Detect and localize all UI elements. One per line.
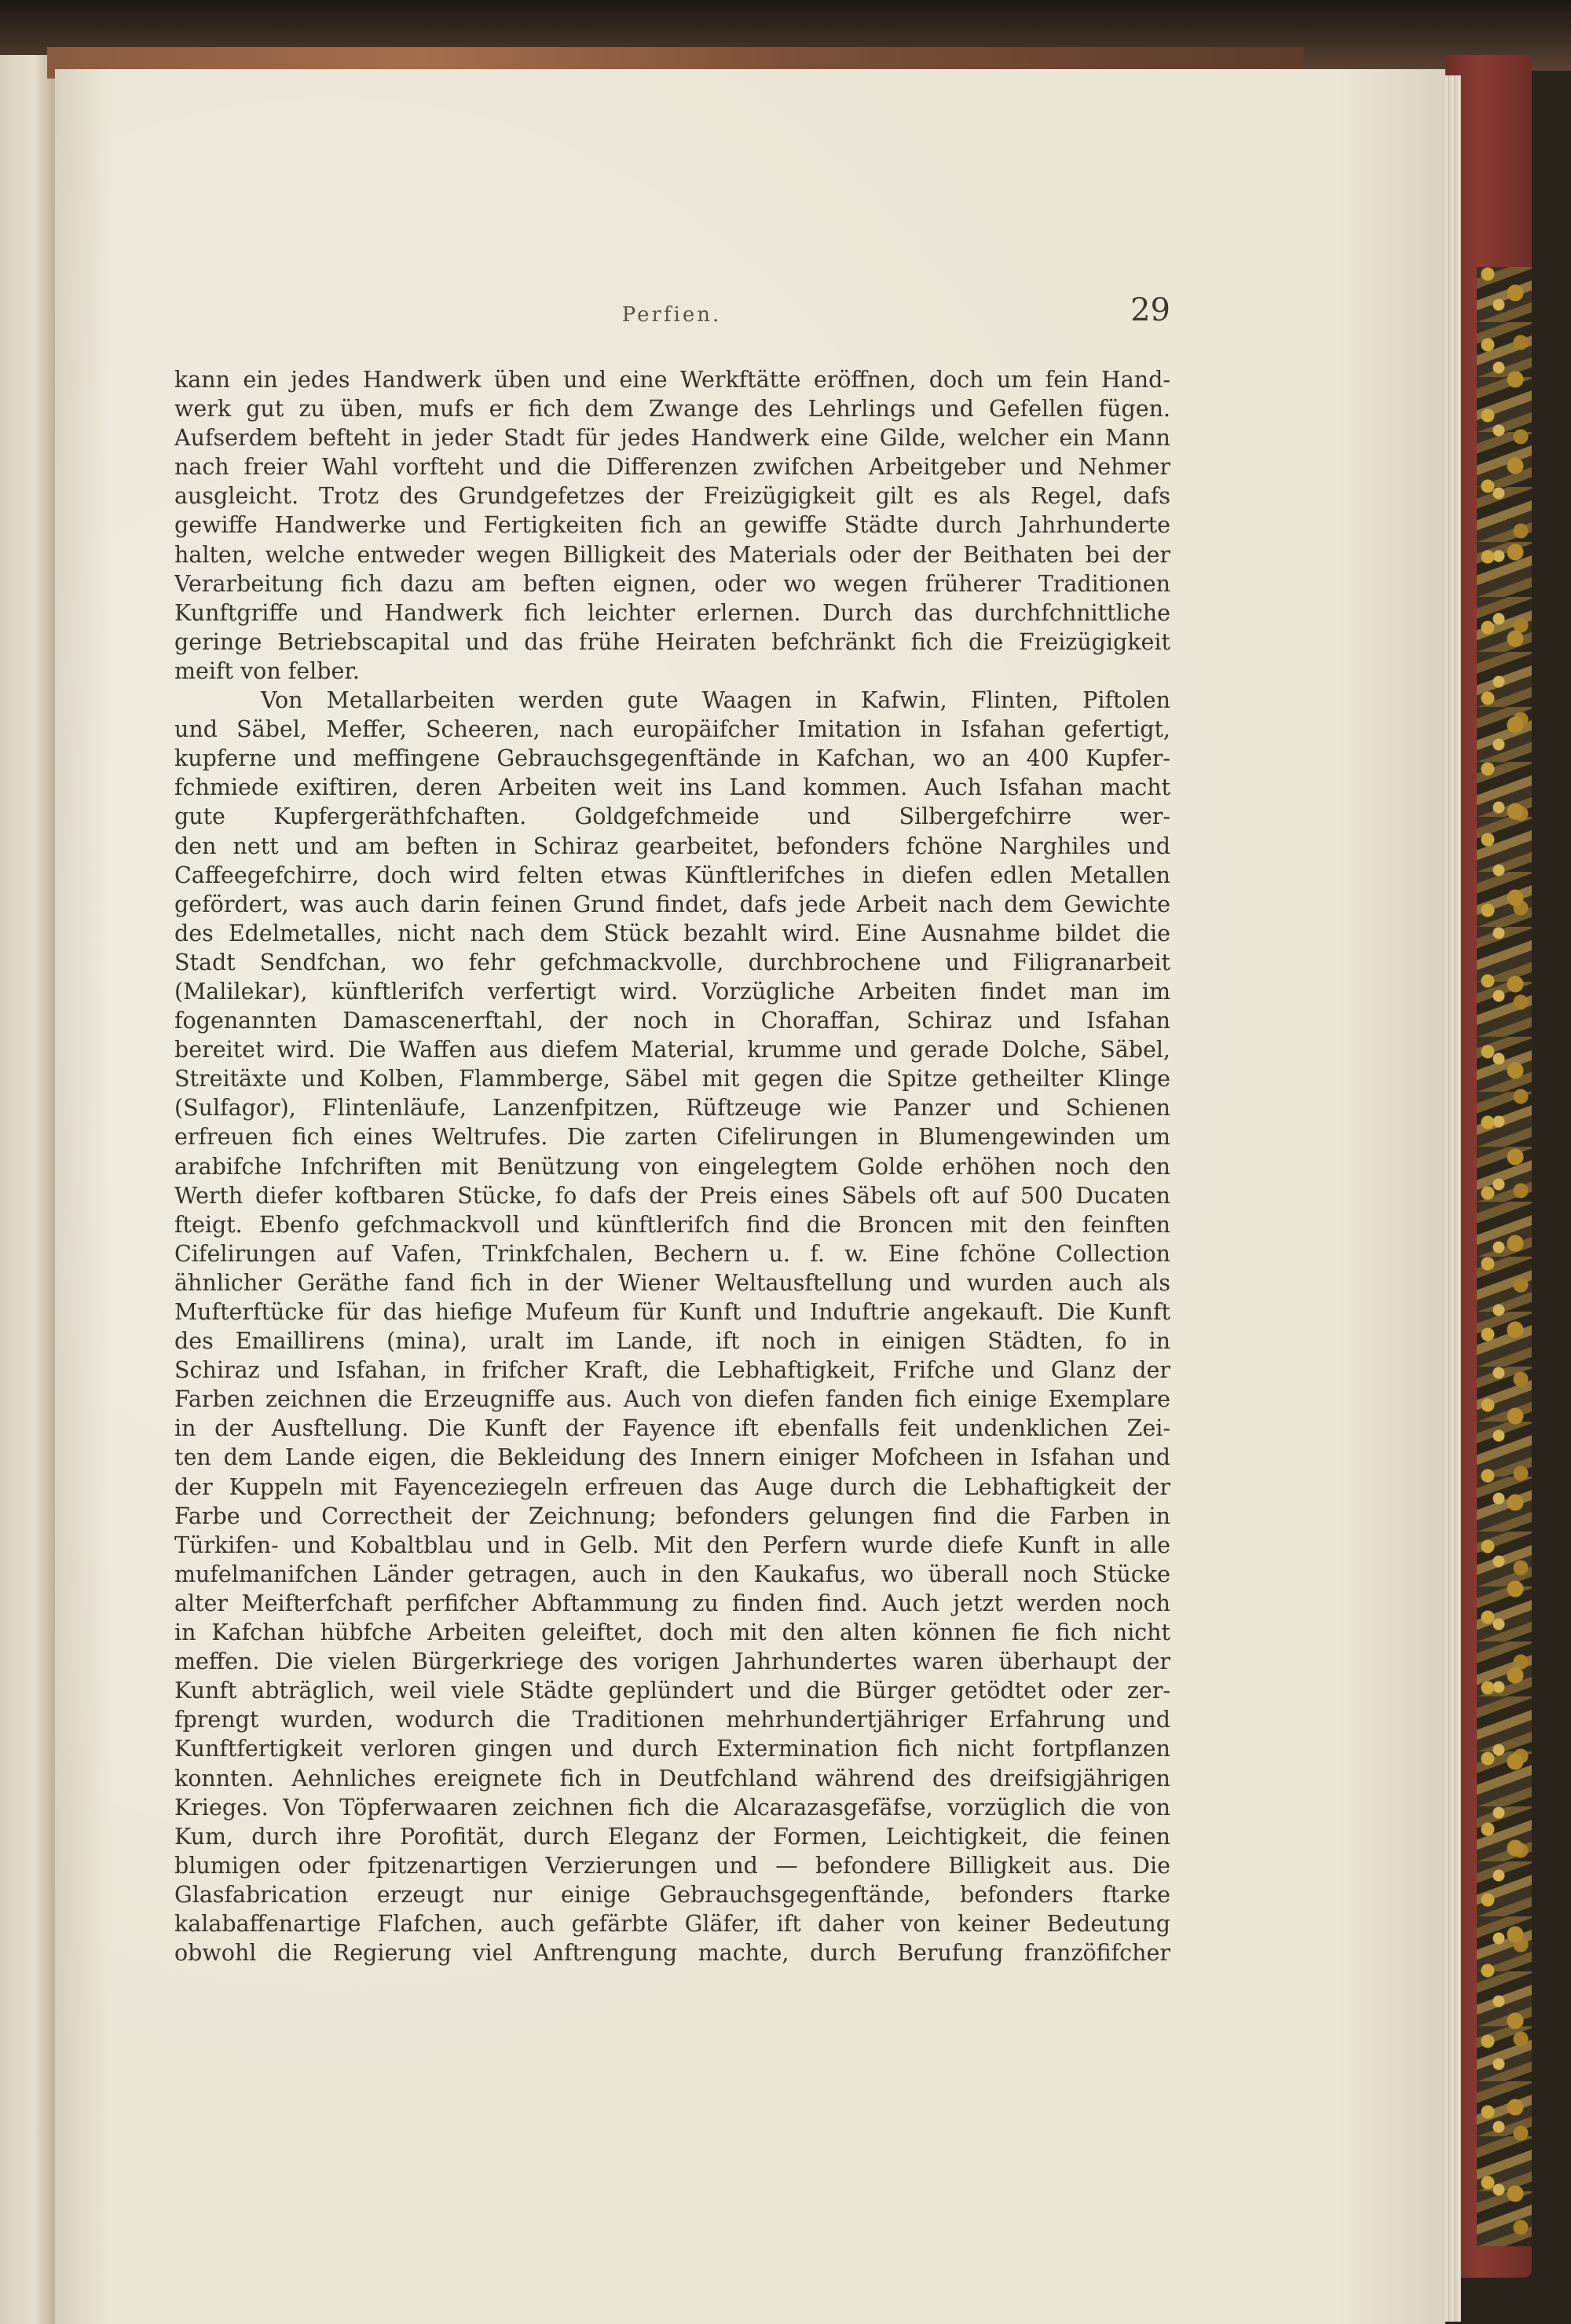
text-line: erfreuen fich eines Weltrufes. Die zarten Cifelirungen in Blumengewinden um xyxy=(174,1124,1170,1151)
text-line: arabifche Infchriften mit Benützung von eingelegtem Golde erhöhen noch den xyxy=(174,1153,1170,1180)
text-line: den nett und am beften in Schiraz gearbeitet, befonders fchöne Narghiles und xyxy=(174,833,1170,859)
text-line: Caffeegefchirre, doch wird felten etwas Künftlerifches in diefen edlen Metallen xyxy=(174,862,1170,888)
text-line: alter Meifterfchaft perfifcher Abftammung zu finden find. Auch jetzt werden noch xyxy=(174,1590,1170,1616)
text-line: meffen. Die vielen Bürgerkriege des vorigen Jahrhundertes waren überhaupt der xyxy=(174,1649,1170,1675)
text-line: Werth diefer koftbaren Stücke, fo dafs der Preis eines Säbels oft auf 500 Ducaten xyxy=(174,1182,1170,1209)
text-line: obwohl die Regierung viel Anftrengung machte, durch Berufung franzöfifcher xyxy=(174,1940,1170,1967)
body-text xyxy=(174,365,1170,1996)
text-line: geringe Betriebscapital und das frühe Heiraten befchränkt fich die Freizügigkeit xyxy=(174,628,1170,655)
text-line: konnten. Aehnliches ereignete fich in Deutfchland während des dreifsigjährigen xyxy=(174,1765,1170,1791)
text-line: (Malilekar), künftlerifch verfertigt wird. Vorzügliche Arbeiten findet man im xyxy=(174,978,1170,1005)
text-line: Mufterftücke für das hiefige Mufeum für Kunft und Induftrie angekauft. Die Kunft xyxy=(174,1299,1170,1325)
text-line: des Emaillirens (mina), uralt im Lande, ift noch in einigen Städten, fo in xyxy=(174,1328,1170,1355)
text-line: des Edelmetalles, nicht nach dem Stück bezahlt wird. Eine Ausnahme bildet die xyxy=(174,920,1170,946)
text-line: meift von felber. xyxy=(174,657,360,684)
text-line: der Kuppeln mit Fayenceziegeln erfreuen das Auge durch die Lebhaftigkeit der xyxy=(174,1473,1170,1500)
text-line: Stadt Sendfchan, wo fehr gefchmackvolle, durchbrochene und Filigranarbeit xyxy=(174,949,1170,975)
running-head xyxy=(173,292,1170,346)
text-line: Schiraz und Isfahan, in frifcher Kraft, die Lebhaftigkeit, Frifche und Glanz der xyxy=(174,1357,1170,1384)
text-line: Aufserdem befteht in jeder Stadt für jedes Handwerk eine Gilde, welcher ein Mann xyxy=(174,425,1170,452)
text-line: Kum, durch ihre Porofität, durch Eleganz der Formen, Leichtigkeit, die feinen xyxy=(174,1823,1170,1850)
text-line: Streitäxte und Kolben, Flammberge, Säbel mit gegen die Spitze getheilter Klinge xyxy=(174,1066,1170,1092)
text-line: ausgleicht. Trotz des Grundgefetzes der Freizügigkeit gilt es als Regel, dafs xyxy=(174,483,1170,510)
text-line: nach freier Wahl vorfteht und die Differenzen zwifchen Arbeitgeber und Nehmer xyxy=(174,454,1170,481)
running-title: Perfien. xyxy=(621,303,722,327)
text-line: fogenannten Damascenerftahl, der noch in Choraffan, Schiraz und Isfahan xyxy=(174,1008,1170,1034)
text-line: bereitet wird. Die Waffen aus diefem Material, krumme und gerade Dolche, Säbel, xyxy=(174,1037,1170,1063)
text-line: in Kafchan hübfche Arbeiten geleiftet, doch mit den alten können fie fich nicht xyxy=(174,1619,1170,1646)
text-line xyxy=(174,1967,1170,1996)
text-line: kann ein jedes Handwerk üben und eine Werkftätte eröffnen, doch um fein Hand- xyxy=(174,367,1170,393)
text-line: ten dem Lande eigen, die Bekleidung des Innern einiger Mofcheen in Isfahan und xyxy=(174,1444,1170,1471)
text-line: mufelmanifchen Länder getragen, auch in den Kaukafus, wo überall noch Stücke xyxy=(174,1561,1170,1587)
text-line: fprengt wurden, wodurch die Traditionen mehrhundertjähriger Erfahrung und xyxy=(174,1707,1170,1733)
text-line: gute Kupfergeräthfchaften. Goldgefchmeide und Silbergefchirre wer- xyxy=(174,803,1170,830)
text-line: gewiffe Handwerke und Fertigkeiten fich an gewiffe Städte durch Jahrhunderte xyxy=(174,512,1170,539)
text-line: Von Metallarbeiten werden gute Waagen in Kafwin, Flinten, Piftolen xyxy=(261,687,1170,714)
text-line: Verarbeitung fich dazu am beften eignen, oder wo wegen früherer Traditionen xyxy=(174,570,1170,597)
text-line: Glasfabrication erzeugt nur einige Gebrauchsgegenftände, befonders ftarke xyxy=(174,1881,1170,1908)
text-line: fteigt. Ebenfo gefchmackvoll und künftlerifch find die Broncen mit den feinften xyxy=(174,1211,1170,1238)
text-line: Türkifen- und Kobaltblau und in Gelb. Mit den Perfern wurde diefe Kunft in alle xyxy=(174,1532,1170,1558)
text-line: werk gut zu üben, mufs er fich dem Zwange des Lehrlings und Gefellen fügen. xyxy=(174,396,1170,423)
text-line: fchmiede exiftiren, deren Arbeiten weit ins Land kommen. Auch Isfahan macht xyxy=(174,774,1170,801)
text-line: Farbe und Correctheit der Zeichnung; befonders gelungen find die Farben in xyxy=(174,1502,1170,1529)
text-line: Farben zeichnen die Erzeugniffe aus. Auch von diefen fanden fich einige Exemplare xyxy=(174,1386,1170,1413)
text-line: ähnlicher Geräthe fand fich in der Wiener Weltausftellung und wurden auch als xyxy=(174,1269,1170,1296)
text-line: gefördert, was auch darin feinen Grund findet, dafs jede Arbeit nach dem Gewichte xyxy=(174,891,1170,917)
text-line: Kunftgriffe und Handwerk fich leichter erlernen. Durch das durchfchnittliche xyxy=(174,599,1170,626)
text-line: kalabaffenartige Flafchen, auch gefärbte Gläfer, ift daher von keiner Bedeutung xyxy=(174,1910,1170,1937)
text-line: und Säbel, Meffer, Scheeren, nach europäifcher Imitation in Isfahan gefertigt, xyxy=(174,716,1170,743)
text-line: blumigen oder fpitzenartigen Verzierungen und — befondere Billigkeit aus. Die xyxy=(174,1852,1170,1879)
facing-page-edge xyxy=(0,55,57,2324)
text-line: halten, welche entweder wegen Billigkeit des Materials oder der Beithaten bei der xyxy=(174,541,1170,568)
text-line: in der Ausftellung. Die Kunft der Fayence ift ebenfalls feit undenklichen Zei- xyxy=(174,1415,1170,1442)
text-line: (Sulfagor), Flintenläufe, Lanzenfpitzen, Rüftzeuge wie Panzer und Schienen xyxy=(174,1095,1170,1122)
page-number: 29 xyxy=(1130,292,1170,328)
text-line: Cifelirungen auf Vafen, Trinkfchalen, Bechern u. f. w. Eine fchöne Collection xyxy=(174,1240,1170,1267)
marbled-endpaper xyxy=(1477,267,1532,2246)
text-line: Krieges. Von Töpferwaaren zeichnen fich die Alcarazasgefäfse, vorzüglich die von xyxy=(174,1794,1170,1821)
text-line: Kunft abträglich, weil viele Städte geplündert und die Bürger getödtet oder zer- xyxy=(174,1678,1170,1704)
text-line: kupferne und meffingene Gebrauchsgegenftände in Kafchan, wo an 400 Kupfer- xyxy=(174,745,1170,772)
text-line: Kunftfertigkeit verloren gingen und durch Extermination fich nicht fortpflanzen xyxy=(174,1736,1170,1762)
